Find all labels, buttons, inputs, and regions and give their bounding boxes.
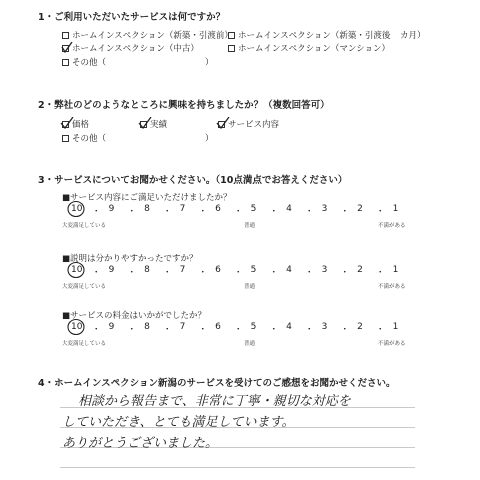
- q1-title: 1・ご利用いただいたサービスは何ですか？: [38, 12, 226, 23]
- scale-label-mid: 普通: [244, 223, 256, 229]
- q1-option-new-after[interactable]: [228, 29, 390, 41]
- scale-separator: ・: [127, 268, 137, 278]
- scale-separator: ・: [340, 207, 350, 217]
- q1-option-label: ホームインスペクション（中古）: [72, 44, 199, 54]
- scale-label-high: 大変満足している: [62, 223, 107, 229]
- q1-option-used[interactable]: [62, 42, 199, 54]
- scale-separator: ・: [304, 268, 314, 278]
- checkbox-icon[interactable]: [228, 32, 235, 39]
- q2-title: 2・弊社のどのようなところに興味を持ちましたか？（複数回答可）: [38, 100, 330, 111]
- scale-number[interactable]: 7: [179, 265, 186, 275]
- scale-label-high: 大変満足している: [62, 284, 107, 290]
- scale-separator: ・: [375, 207, 385, 217]
- checkbox-icon[interactable]: [228, 45, 235, 52]
- scale-separator: ・: [162, 207, 172, 217]
- scale-number[interactable]: 9: [108, 265, 115, 275]
- scale-number[interactable]: 4: [286, 204, 292, 214]
- scale-separator: ・: [162, 325, 172, 335]
- q1-months-suffix: カ月）: [400, 31, 426, 41]
- answer-line-1: 相談から報告まで、非常に丁寧・親切な対応を: [78, 394, 351, 409]
- answer-line: [60, 467, 415, 468]
- rating-scale[interactable]: [62, 264, 422, 298]
- scale-separator: ・: [91, 268, 101, 278]
- scale-separator: ・: [91, 325, 101, 335]
- q1-option-label: ホームインスペクション（マンション）: [238, 44, 391, 54]
- scale-number[interactable]: 2: [357, 265, 363, 275]
- q2-option-label: 実績: [150, 120, 168, 130]
- q2-option-label: 価格: [72, 120, 90, 130]
- scale-number[interactable]: 4: [286, 265, 292, 275]
- q3-sub1-label: ■サービス内容にご満足いただけましたか？: [62, 193, 232, 203]
- q1-option-new-before[interactable]: [62, 29, 233, 41]
- q3-title: 3・サービスについてお聞かせください。（10点満点でお答えください）: [38, 175, 348, 186]
- scale-number[interactable]: 4: [286, 322, 292, 332]
- scale-number[interactable]: 3: [321, 322, 328, 332]
- scale-number[interactable]: 2: [357, 204, 363, 214]
- scale-separator: ・: [269, 268, 279, 278]
- scale-number[interactable]: 5: [250, 204, 257, 214]
- scale-separator: ・: [375, 268, 385, 278]
- q1-option-label: ホームインスペクション（新築・引渡前）: [72, 31, 233, 41]
- scale-number[interactable]: 9: [108, 204, 115, 214]
- checkbox-icon[interactable]: [62, 121, 69, 128]
- scale-label-mid: 普通: [244, 341, 256, 347]
- rating-scale[interactable]: [62, 321, 422, 355]
- scale-number[interactable]: 10: [71, 204, 83, 214]
- scale-separator: ・: [340, 325, 350, 335]
- scale-separator: ・: [233, 325, 243, 335]
- q2-other-close: ）: [205, 134, 214, 144]
- scale-separator: ・: [269, 207, 279, 217]
- scale-number[interactable]: 8: [144, 204, 150, 214]
- selected-circle-icon: [66, 318, 86, 336]
- selected-circle-icon: [66, 261, 86, 279]
- scale-number[interactable]: 6: [215, 204, 221, 214]
- scale-number[interactable]: 10: [71, 322, 83, 332]
- scale-number[interactable]: 3: [321, 265, 328, 275]
- scale-separator: ・: [162, 268, 172, 278]
- q1-option-mansion[interactable]: [228, 42, 390, 54]
- scale-number[interactable]: 8: [144, 265, 150, 275]
- scale-number[interactable]: 5: [250, 322, 257, 332]
- scale-number[interactable]: 6: [215, 322, 221, 332]
- q2-option-record[interactable]: [140, 118, 167, 130]
- answer-line-3: ありがとうございました。: [62, 436, 219, 451]
- selected-circle-icon: [66, 200, 86, 218]
- scale-separator: ・: [233, 268, 243, 278]
- scale-number[interactable]: 1: [392, 265, 399, 275]
- scale-separator: ・: [127, 207, 137, 217]
- scale-separator: ・: [304, 325, 314, 335]
- scale-separator: ・: [340, 268, 350, 278]
- q2-option-label: サービス内容: [228, 120, 280, 130]
- scale-label-low: 不満がある: [378, 284, 406, 290]
- scale-number[interactable]: 1: [392, 322, 399, 332]
- scale-number[interactable]: 7: [179, 204, 186, 214]
- checkbox-icon[interactable]: [62, 135, 69, 142]
- scale-separator: ・: [233, 207, 243, 217]
- answer-line-2: していただき、とても満足しています。: [62, 415, 295, 430]
- q2-option-label: その他（: [72, 134, 107, 144]
- q1-option-label: その他（: [72, 58, 107, 68]
- rating-scale[interactable]: [62, 203, 422, 237]
- scale-number[interactable]: 6: [215, 265, 221, 275]
- scale-number[interactable]: 5: [250, 265, 257, 275]
- scale-number[interactable]: 10: [71, 265, 83, 275]
- scale-label-low: 不満がある: [378, 341, 406, 347]
- scale-separator: ・: [269, 325, 279, 335]
- q3-sub3-label: ■サービスの料金はいかがでしたか？: [62, 311, 207, 321]
- scale-number[interactable]: 2: [357, 322, 363, 332]
- checkbox-icon[interactable]: [62, 45, 69, 52]
- q4-title: 4・ホームインスペクション新潟のサービスを受けてのご感想をお聞かせください。: [38, 378, 396, 389]
- q1-other-close: ）: [205, 58, 214, 68]
- scale-label-high: 大変満足している: [62, 341, 107, 347]
- scale-separator: ・: [304, 207, 314, 217]
- checkbox-icon[interactable]: [62, 32, 69, 39]
- scale-label-mid: 普通: [244, 284, 256, 290]
- scale-number[interactable]: 7: [179, 322, 186, 332]
- scale-number[interactable]: 8: [144, 322, 150, 332]
- q3-sub2-label: ■説明は分かりやすかったですか？: [62, 254, 198, 264]
- scale-number[interactable]: 3: [321, 204, 328, 214]
- check-mark-icon: [138, 117, 152, 129]
- q2-option-price[interactable]: [62, 118, 89, 130]
- checkbox-icon[interactable]: [218, 121, 225, 128]
- q2-option-other[interactable]: [62, 132, 106, 144]
- checkbox-icon[interactable]: [62, 59, 69, 66]
- checkbox-icon[interactable]: [140, 121, 147, 128]
- q2-option-service[interactable]: [218, 118, 279, 130]
- scale-separator: ・: [198, 268, 208, 278]
- check-mark-icon: [60, 117, 74, 129]
- scale-separator: ・: [198, 207, 208, 217]
- q1-option-other[interactable]: [62, 56, 106, 68]
- scale-number[interactable]: 9: [108, 322, 115, 332]
- check-mark-icon: [61, 42, 73, 53]
- scale-separator: ・: [198, 325, 208, 335]
- q1-option-label: ホームインスペクション（新築・引渡後: [238, 31, 391, 41]
- scale-separator: ・: [375, 325, 385, 335]
- scale-number[interactable]: 1: [392, 204, 399, 214]
- check-mark-icon: [216, 117, 230, 129]
- scale-label-low: 不満がある: [378, 223, 406, 229]
- scale-separator: ・: [91, 207, 101, 217]
- scale-separator: ・: [127, 325, 137, 335]
